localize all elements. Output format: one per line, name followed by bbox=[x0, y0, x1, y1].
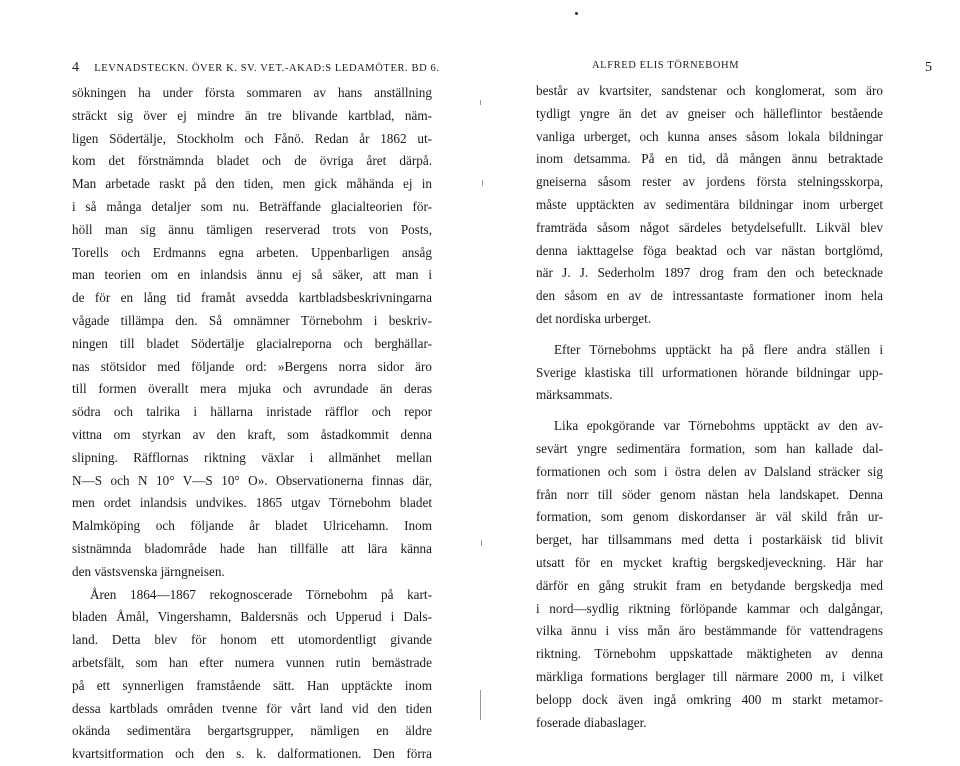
text-line: sträckt sig över ej mindre än tre blivande kartblad, näm- bbox=[72, 107, 432, 123]
text-line: till formen överallt mera mjuka och avrundade än deras bbox=[72, 381, 432, 397]
text-line: foserade diabaslager. bbox=[536, 714, 647, 730]
text-line: sökningen ha under första sommaren av hans anställning bbox=[72, 85, 432, 100]
right-page-number: 5 bbox=[925, 60, 932, 75]
text-line: dessa kartblads områden tvenne för vårt land vid den tiden bbox=[72, 700, 432, 716]
text-line: arbetsfält, som han efter numera vunnen rutin bemästrade bbox=[72, 654, 432, 670]
text-line: vittna om styrkan av den kraft, som åstadkommit denna bbox=[72, 426, 432, 442]
text-line: märksammats. bbox=[536, 387, 613, 403]
text-line: därför en gång strukit fram en betydande bergskedja med bbox=[536, 577, 883, 593]
text-line: kvartsitformation och den s. k. dalformationen. Den förra bbox=[72, 746, 432, 762]
text-line: riktning. Törnebohm uppskattade mäktigheten av denna bbox=[536, 646, 883, 662]
text-line: formation, som genom diskordanser är väl skild från ur- bbox=[536, 509, 883, 525]
text-line: tydligt yngre än det av gneiser och hälleflintor bestående bbox=[536, 105, 883, 121]
text-line: sevärt yngre sedimentära formation, som han kallade dal- bbox=[536, 440, 883, 456]
text-line: vilka ännu i viss mån äro bestämmande för vattendragens bbox=[536, 623, 883, 639]
text-line: Åren 1864—1867 rekognoscerade Törnebohm på kart- bbox=[90, 586, 432, 602]
text-line: Sverige klastiska till urformationen hörande bildningar upp- bbox=[536, 364, 883, 380]
text-line: land. Detta blev för honom ett utomordentligt givande bbox=[72, 632, 432, 648]
text-line: Torells och Erdmanns egna arbeten. Uppenbarligen ansåg bbox=[72, 244, 432, 260]
left-page bbox=[0, 0, 480, 762]
text-line: gneiserna såsom rester av jordens första stelningsskorpa, bbox=[536, 174, 883, 190]
text-line: från norr till söder genom nästan hela landskapet. Denna bbox=[536, 486, 883, 502]
text-line: slipning. Räfflornas riktning växlar i allmänhet mellan bbox=[72, 449, 432, 465]
left-page-number: 4 bbox=[72, 60, 79, 75]
text-line: i så många detaljer som nu. Beträffande glacialteorien för- bbox=[72, 198, 432, 214]
right-running-head-text: ALFRED ELIS TÖRNEBOHM bbox=[592, 60, 740, 71]
text-line: när J. J. Sederholm 1897 drog fram den och betecknade bbox=[536, 265, 883, 281]
text-line: berget, har tillsammans med detta i postarkäisk tid blivit bbox=[536, 532, 883, 548]
gutter-mark bbox=[482, 180, 483, 186]
text-line: nas stötsidor med följande ord: »Bergens norra sidor äro bbox=[72, 358, 432, 374]
gutter-mark bbox=[480, 100, 481, 105]
text-line: ningen till bladet Södertälje glacialreporna och berghällar- bbox=[72, 335, 432, 351]
text-line: den såsom en av de intressantaste formationer inom hela bbox=[536, 288, 883, 304]
text-line: formationen och som i östra delen av Dalsland sträcker sig bbox=[536, 463, 883, 479]
text-line: vågade tillämpa den. Så omnämner Törnebohm i beskriv- bbox=[72, 312, 432, 328]
right-body-text bbox=[536, 80, 883, 734]
text-line: N—S och N 10° V—S 10° O». Observationerna finnas där, bbox=[72, 472, 432, 488]
text-line: måste upptäckten av sedimentära bildningar inom urberget bbox=[536, 196, 883, 212]
text-line: framträda såsom något särdeles betydelsefullt. Likväl blev bbox=[536, 219, 883, 235]
text-line: höll man sig ännu tämligen reserverad trots von Posts, bbox=[72, 221, 432, 237]
left-body-text bbox=[72, 82, 432, 766]
text-line: inom detsamma. På en tid, då mången ännu betraktade bbox=[536, 151, 883, 167]
right-running-head bbox=[542, 60, 932, 75]
text-line: består av kvartsiter, sandstenar och konglomerat, som äro bbox=[536, 83, 883, 98]
gutter-mark bbox=[481, 540, 482, 546]
text-line: belopp dock även ingå omkring 400 m starkt metamor- bbox=[536, 691, 883, 707]
text-line: de för en lång tid framåt avsedda kartbladsbeskrivningarna bbox=[72, 290, 432, 306]
text-line: okända sedimentära bergartsgrupper, nämligen en äldre bbox=[72, 723, 432, 739]
gutter-mark bbox=[480, 690, 481, 720]
left-running-head-text: LEVNADSTECKN. ÖVER K. SV. VET.-AKAD:S LEDAMÖTER. BD 6. bbox=[94, 63, 440, 74]
text-line: Efter Törnebohms upptäckt ha på flere andra ställen i bbox=[554, 341, 883, 357]
text-line: utsatt för en mycket kraftig bergskedjeveckning. Här har bbox=[536, 554, 883, 570]
right-page bbox=[480, 0, 960, 731]
text-line: det nordiska urberget. bbox=[536, 310, 652, 326]
text-line: Malmköping och följande år bladet Ulricehamn. Inom bbox=[72, 518, 432, 534]
text-line: märkliga formations berglager till närmare 2000 m, i vilket bbox=[536, 668, 883, 684]
text-line: sistnämnda bladområde hade han tillfälle att lära känna bbox=[72, 540, 432, 556]
text-line: ligen Södertälje, Stockholm och Fånö. Redan år 1862 ut- bbox=[72, 130, 432, 146]
text-line: bladen Åmål, Vingershamn, Baldersnäs och Upperud i Dals- bbox=[72, 609, 432, 625]
text-line: södra och talrika i hällarna inristade räfflor och repor bbox=[72, 404, 432, 420]
scan-speck bbox=[575, 12, 578, 15]
left-running-head bbox=[72, 60, 440, 76]
text-line: den västsvenska järngneisen. bbox=[72, 563, 225, 579]
text-line: på ett synnerligen framstående sätt. Han upptäckte inom bbox=[72, 677, 432, 693]
text-line: man teorien om en inlandsis ännu ej så säker, att man i bbox=[72, 267, 432, 283]
text-line: i nord—sydlig riktning förlöpande kammar och dalgångar, bbox=[536, 600, 883, 616]
text-line: Man arbetade raskt på den tiden, men gick måhända ej in bbox=[72, 176, 432, 192]
text-line: kom det förstnämnda bladet och de övriga året därpå. bbox=[72, 153, 432, 169]
text-line: Lika epokgörande var Törnebohms upptäckt av den av- bbox=[554, 418, 883, 434]
text-line: men ordet inlandsis undvikes. 1865 utgav Törnebohm bladet bbox=[72, 495, 432, 511]
text-line: denna iakttagelse föga beaktad och var nästan bortglömd, bbox=[536, 242, 883, 258]
text-line: vanliga urberget, och kunna anses såsom lokala bildningar bbox=[536, 128, 883, 144]
